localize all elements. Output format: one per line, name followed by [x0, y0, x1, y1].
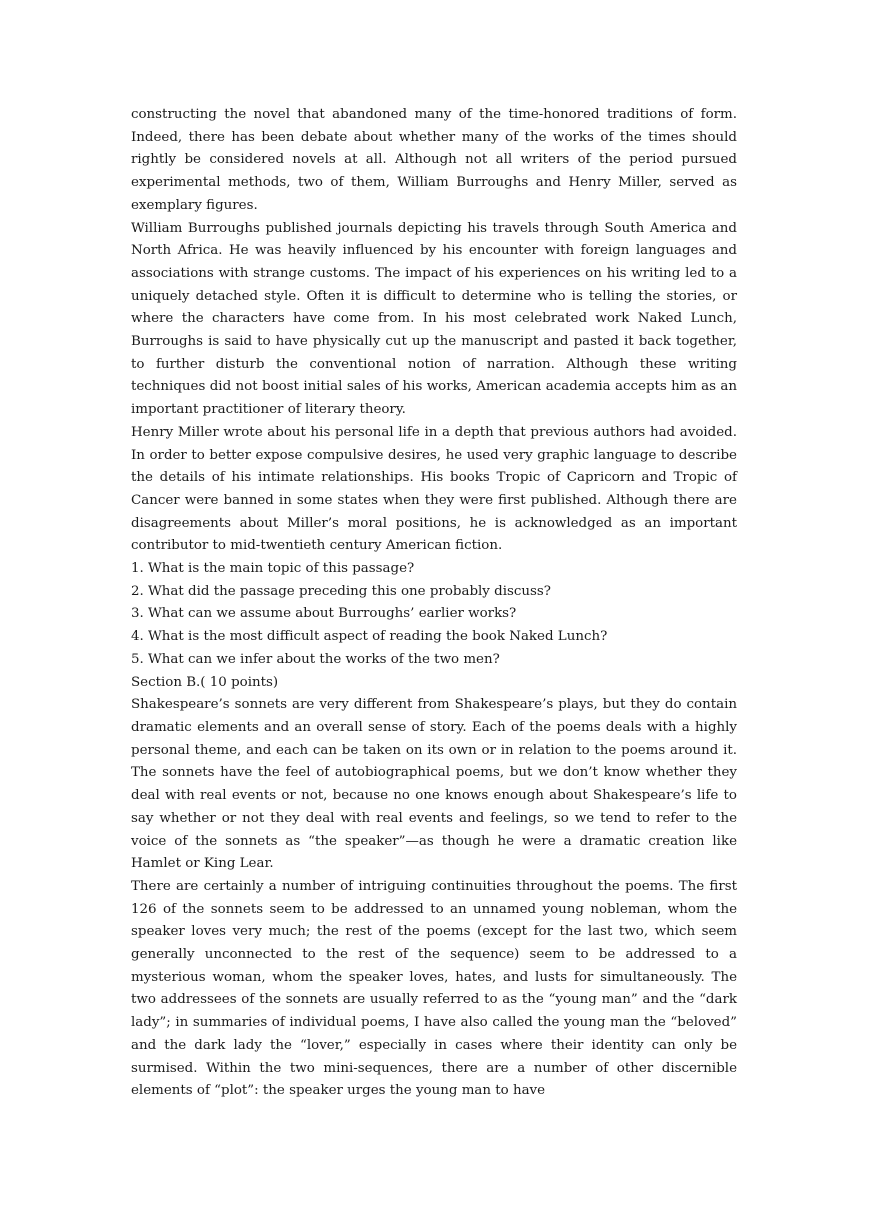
passage-paragraph-2: William Burroughs published journals depicting his travels through South America and North Africa. He was heavily influenced by his encounter with foreign languages and associations with strange customs. The impact of his experiences on his writing led to a uniquely detached style. Often it is difficult to determine who is telling the stories, or where the characters have come from. In his most celebrated work Naked Lunch, Burroughs is said to have physically cut up the manuscript and pasted it back together, to further disturb the conventional notion of narration. Although these writing techniques did not boost initial sales of his works, American academia accepts him as an important practitioner of literary theory.: [131, 220, 737, 418]
section-b-paragraph-1: Shakespeare’s sonnets are very different from Shakespeare’s plays, but they do contain dramatic elements and an overall sense of story. Each of the poems deals with a highly personal theme, and each can be taken on its own or in relation to the poems around it. The sonnets have the feel of autobiographical poems, but we don’t know whether they deal with real events or not, because no one knows enough about Shakespeare’s life to say whether or not they deal with real events and feelings, so we tend to refer to the voice of the sonnets as “the speaker”—as though he were a dramatic creation like Hamlet or King Lear.: [131, 697, 737, 872]
passage-paragraph-3: Henry Miller wrote about his personal life in a depth that previous authors had avoided. In order to better expose compulsive desires, he used very graphic language to describe the details of his intimate relationships. His books Tropic of Capricorn and Tropic of Cancer were banned in some states when they were first published. Although there are disagreements about Miller’s moral positions, he is acknowledged as an important contributor to mid-twentieth century American fiction.: [131, 424, 737, 554]
document-page: [131, 104, 737, 1103]
question-item-1: 1. What is the main topic of this passage?: [131, 561, 415, 577]
passage-paragraph-1: constructing the novel that abandoned many of the time-honored traditions of form. Indeed, there has been debate about whether many of the works of the times should rightly be considered novels at all. Although not all writers of the period pursued experimental methods, two of them, William Burroughs and Henry Miller, served as exemplary figures.: [131, 107, 737, 213]
section-b-paragraph-2: There are certainly a number of intriguing continuities throughout the poems. The first 126 of the sonnets seem to be addressed to an unnamed young nobleman, whom the speaker loves very much; the rest of the poems (except for the last two, which seem generally unconnected to the rest of the sequence) seem to be addressed to a mysterious woman, whom the speaker loves, hates, and lusts for simultaneously. The two addressees of the sonnets are usually referred to as the “young man” and the “dark lady”; in summaries of individual poems, I have also called the young man the “beloved” and the dark lady the “lover,” especially in cases where their identity can only be surmised. Within the two mini-sequences, there are a number of other discernible elements of “plot”: the speaker urges the young man to have: [131, 878, 737, 1099]
section-heading: Section B.( 10 points): [131, 674, 279, 690]
question-list: [131, 558, 737, 672]
question-item-2: 2. What did the passage preceding this one probably discuss?: [131, 583, 551, 599]
question-item-3: 3. What can we assume about Burroughs’ earlier works?: [131, 606, 517, 622]
question-item-4: 4. What is the most difficult aspect of reading the book Naked Lunch?: [131, 629, 608, 645]
question-item-5: 5. What can we infer about the works of the two men?: [131, 651, 500, 667]
